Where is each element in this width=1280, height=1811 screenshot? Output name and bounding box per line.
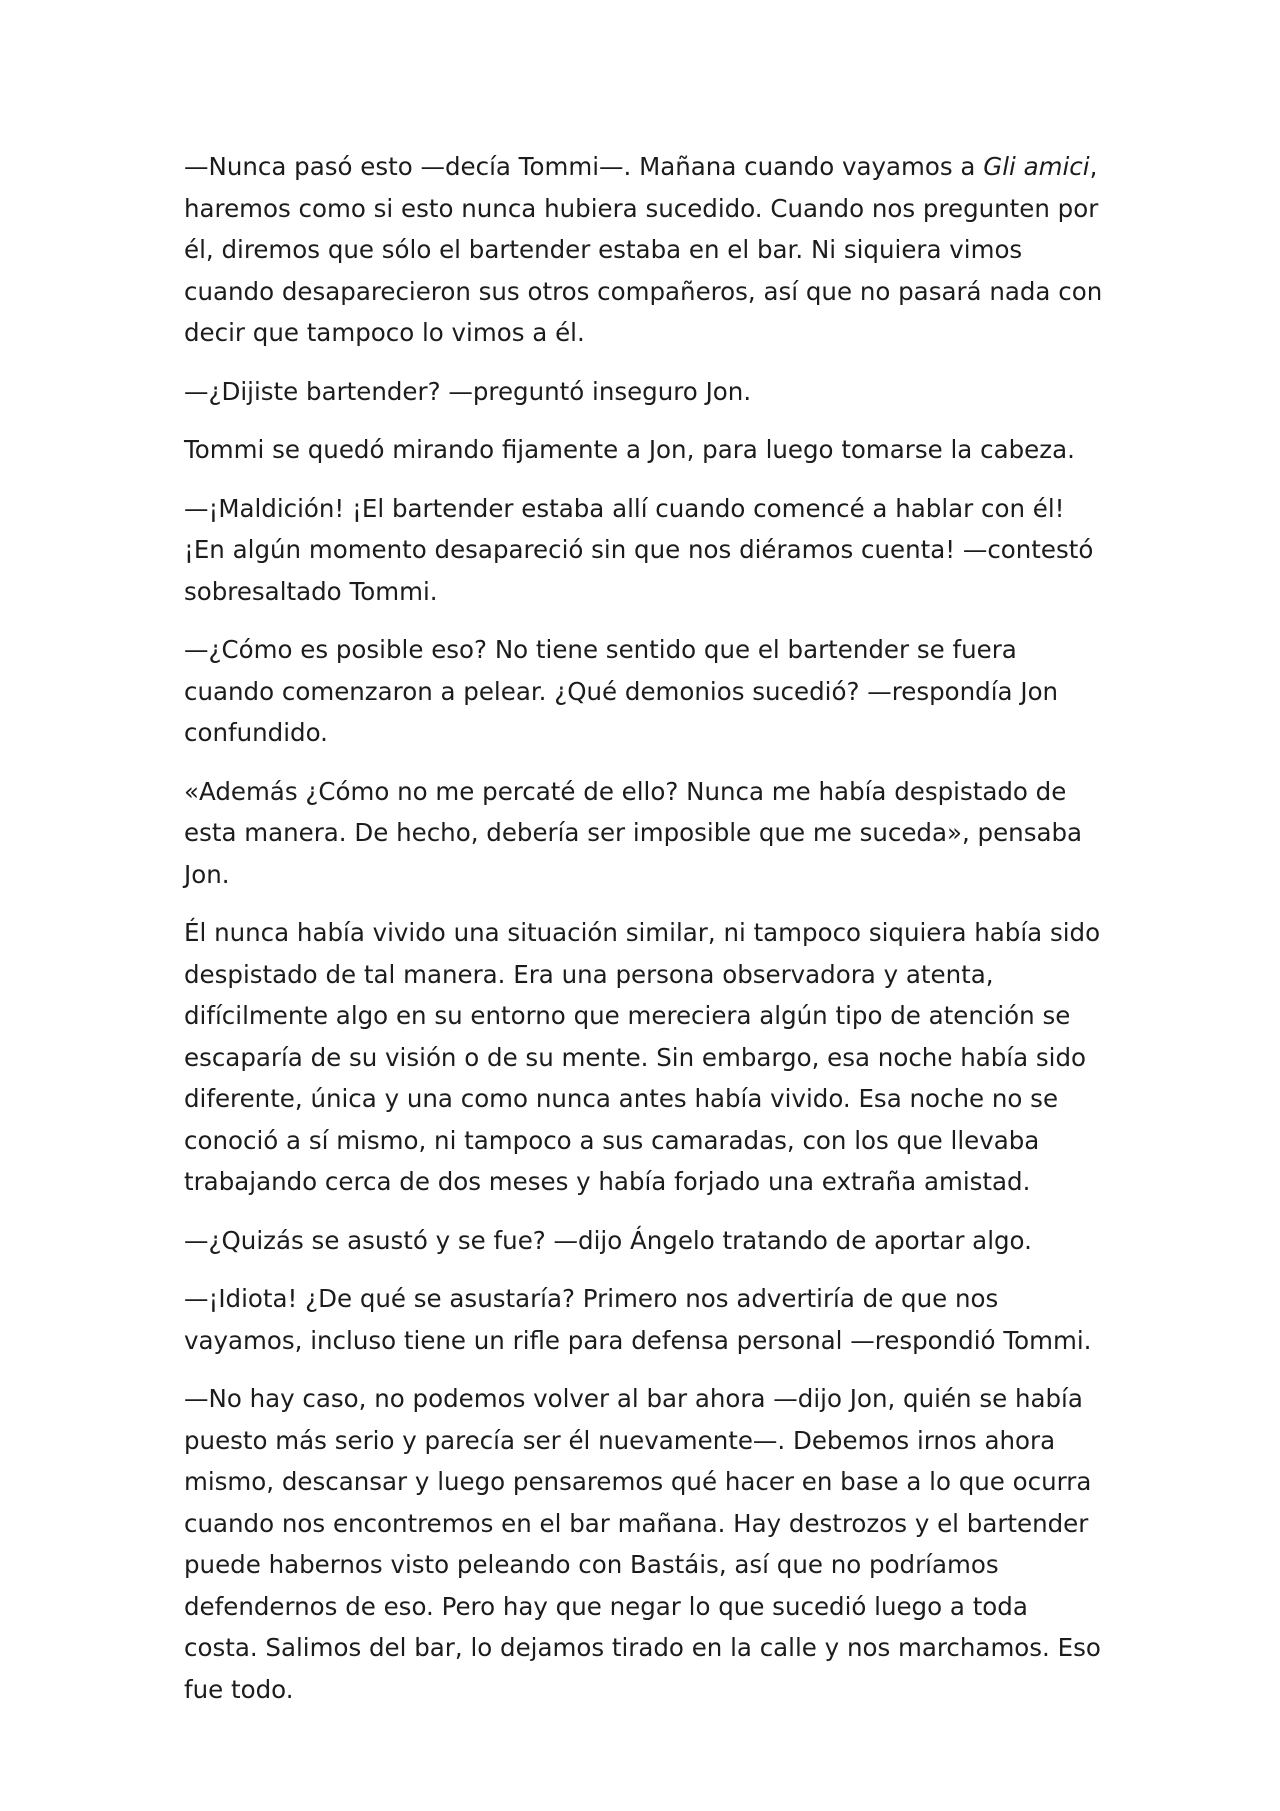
paragraph-2: —¿Dijiste bartender? —preguntó inseguro Jon. [184,376,752,406]
paragraph-1-start: —Nunca pasó esto —decía Tommi—. Mañana cuando vayamos a [184,152,984,181]
paragraph-6: «Además ¿Cómo no me percaté de ello? Nunca me había despistado de esta manera. De hecho, debería ser imposible que me suceda», pensaba Jon. [184,776,1083,889]
paragraph-8: —¿Quizás se asustó y se fue? —dijo Ángelo tratando de aportar algo. [184,1225,1032,1255]
paragraph-3: Tommi se quedó mirando fijamente a Jon, para luego tomarse la cabeza. [184,435,1075,464]
paragraph-5: —¿Cómo es posible eso? No tiene sentido que el bartender se fuera cuando comenzaron a pelear. ¿Qué demonios sucedió? —respondía Jon confundido. [184,635,1059,747]
paragraph-4: —¡Maldición! ¡El bartender estaba allí cuando comencé a hablar con él! ¡En algún momento desapareció sin que nos diéramos cuenta! —contestó sobresaltado Tommi. [184,493,1094,606]
paragraph-1-italic-title: Gli amici [983,152,1090,181]
paragraph-9: —¡Idiota! ¿De qué se asustaría? Primero nos advertiría de que nos vayamos, incluso tiene un rifle para defensa personal —respondió Tommi. [184,1284,1092,1355]
paragraph-1-end: , haremos como si esto nunca hubiera sucedido. Cuando nos pregunten por él, diremos que sólo el bartender estaba en el bar. Ni siquiera vimos cuando desaparecieron sus otros compañeros, así que no pasará nada con decir que tampoco lo vimos a él. [184,152,1103,347]
paragraph-1 [184,146,1104,354]
paragraph-10: —No hay caso, no podemos volver al bar ahora —dijo Jon, quién se había puesto más serio y parecía ser él nuevamente—. Debemos irnos ahora mismo, descansar y luego pensaremos qué hacer en base a lo que ocurra cuando nos encontremos en el bar mañana. Hay destrozos y el bartender puede habernos visto peleando con Bastáis, así que no podríamos defendernos de eso. Pero hay que negar lo que sucedió luego a toda costa. Salimos del bar, lo dejamos tirado en la calle y nos marchamos. Eso fue todo. [184,1384,1101,1704]
document-page [184,146,1104,1727]
paragraph-7: Él nunca había vivido una situación similar, ni tampoco siquiera había sido despistado de tal manera. Era una persona observadora y atenta, difícilmente algo en su entorno que mereciera algún tipo de atención se escaparía de su visión o de su mente. Sin embargo, esa noche había sido diferente, única y una como nunca antes había vivido. Esa noche no se conoció a sí mismo, ni tampoco a sus camaradas, con los que llevaba trabajando cerca de dos meses y había forjado una extraña amistad. [184,918,1101,1196]
